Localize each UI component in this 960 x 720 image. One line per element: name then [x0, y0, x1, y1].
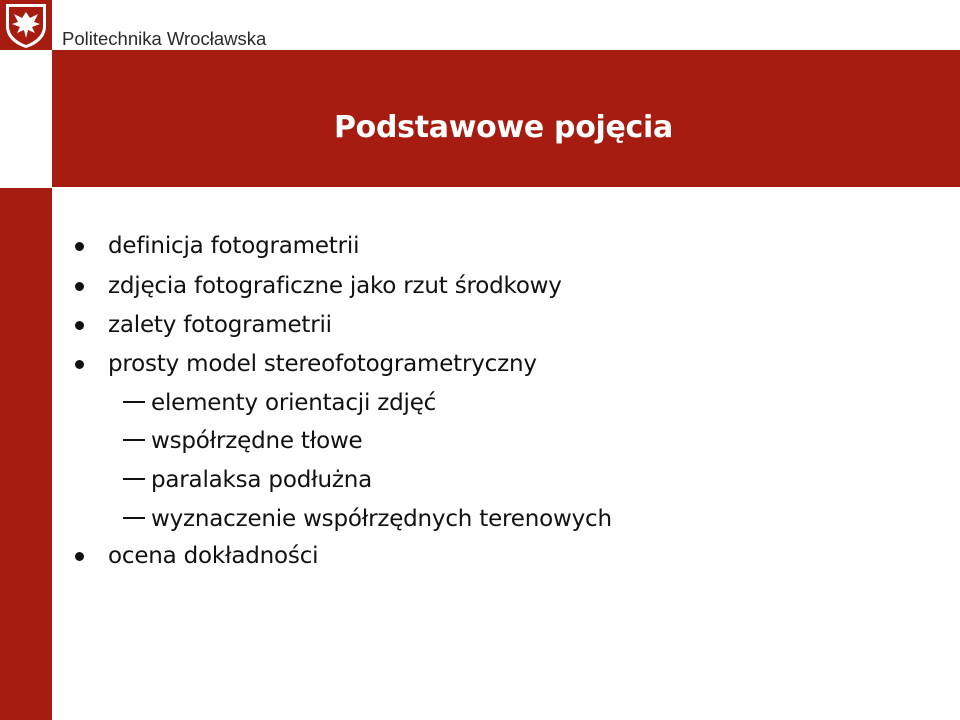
- bullet-icon: [75, 242, 84, 251]
- dash-icon: [123, 401, 145, 403]
- bullet-icon: [75, 282, 84, 291]
- list-item-text: ocena dokładności: [108, 543, 319, 569]
- dash-icon: [123, 439, 145, 441]
- sub-list-item-text: współrzędne tłowe: [151, 428, 363, 454]
- left-accent-bar: [0, 188, 52, 720]
- dash-icon: [123, 478, 145, 480]
- list-item-text: zdjęcia fotograficzne jako rzut środkowy: [108, 273, 562, 299]
- list-item-text: prosty model stereofotogrametryczny: [108, 351, 537, 377]
- bullet-icon: [75, 321, 84, 330]
- institution-name: Politechnika Wrocławska: [62, 28, 267, 49]
- bullet-icon: [75, 360, 84, 369]
- university-logo: [0, 0, 52, 50]
- eagle-shield-icon: [0, 0, 52, 50]
- sub-list-item-text: wyznaczenie współrzędnych terenowych: [151, 506, 612, 532]
- bullet-icon: [75, 552, 84, 561]
- list-item-text: definicja fotogrametrii: [108, 233, 360, 259]
- slide-title: Podstawowe pojęcia: [334, 110, 673, 145]
- sub-list-item-text: paralaksa podłużna: [151, 467, 372, 493]
- sub-list-item-text: elementy orientacji zdjęć: [151, 390, 437, 416]
- list-item-text: zalety fotogrametrii: [108, 312, 332, 338]
- dash-icon: [123, 517, 145, 519]
